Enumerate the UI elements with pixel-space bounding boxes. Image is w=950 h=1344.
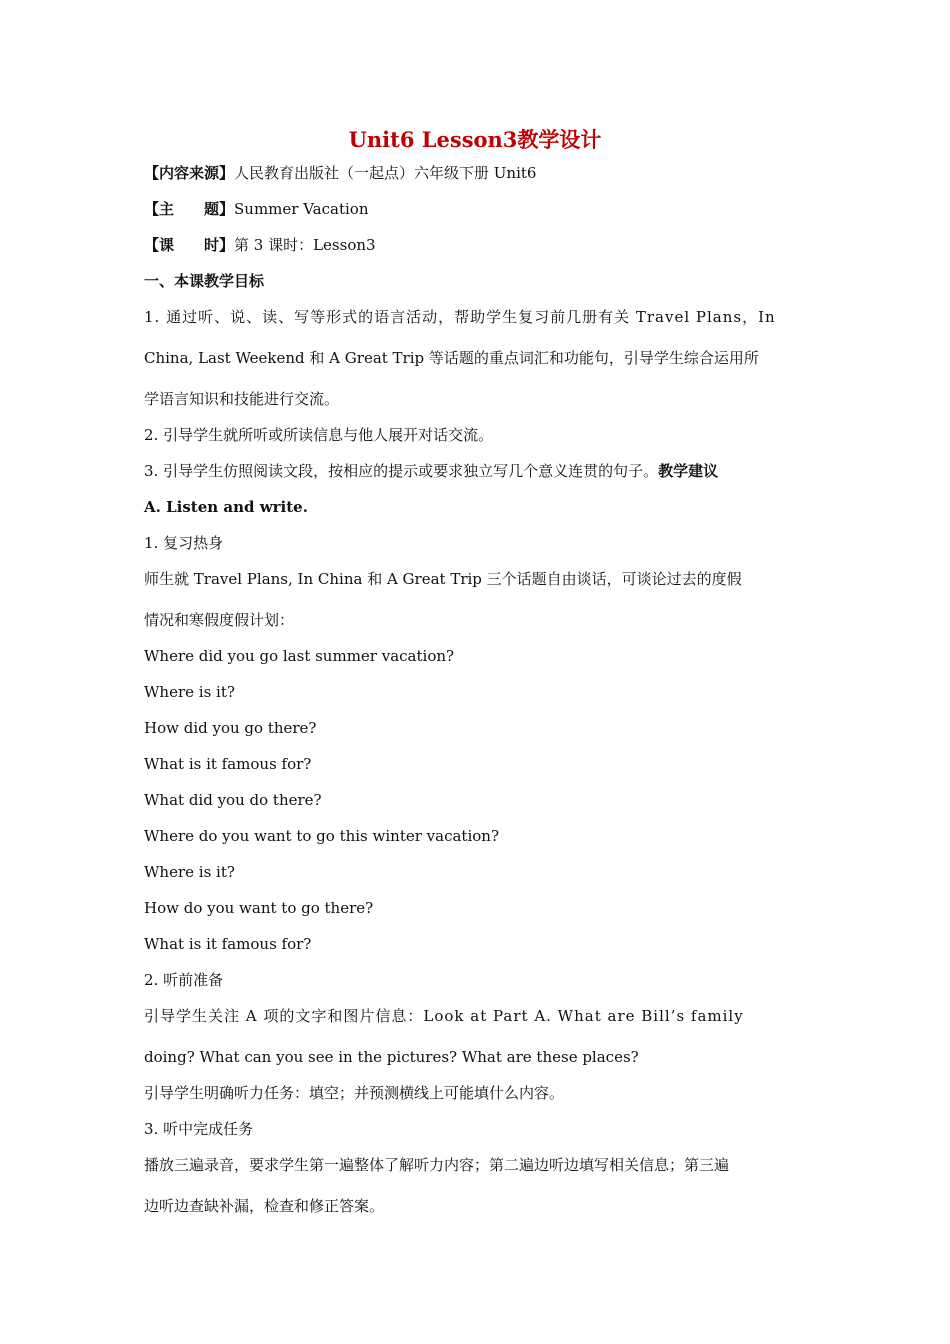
meta-topic-value: Summer Vacation [234, 200, 369, 218]
meta-topic-label: 【主 题】 [144, 200, 235, 218]
meta-source-value: 人民教育出版社（一起点）六年级下册 Unit6 [234, 164, 537, 182]
step-2-line-2: doing? What can you see in the pictures? What are these places? [144, 1048, 639, 1066]
question: What is it famous for? [144, 755, 312, 773]
step-2-line-1: 引导学生关注 A 项的文字和图片信息：Look at Part A. What are Bill’s family [144, 1007, 744, 1025]
question: What did you do there? [144, 791, 322, 809]
part-a-heading: A. Listen and write. [144, 498, 308, 516]
step-1-line-2: 情况和寒假度假计划： [144, 611, 295, 629]
step-3-line-2: 边听边查缺补漏，检查和修正答案。 [144, 1197, 385, 1215]
document-title: Unit6 Lesson3教学设计 [348, 127, 602, 152]
question: What is it famous for? [144, 935, 312, 953]
goal-1-line-2: China, Last Weekend 和 A Great Trip 等话题的重点词汇和功能句，引导学生综合运用所 [144, 349, 759, 367]
goal-2: 2. 引导学生就所听或所读信息与他人展开对话交流。 [144, 426, 494, 444]
question: Where did you go last summer vacation? [144, 647, 455, 665]
goal-3 [144, 461, 718, 481]
step-1-line-1: 师生就 Travel Plans, In China 和 A Great Trip 三个话题自由谈话，可谈论过去的度假 [144, 570, 742, 588]
goal-1-line-3: 学语言知识和技能进行交流。 [144, 390, 340, 408]
goal-1-line-1: 1. 通过听、说、读、写等形式的语言活动，帮助学生复习前几册有关 Travel Plans，In [144, 308, 776, 326]
step-3-line-1: 播放三遍录音，要求学生第一遍整体了解听力内容；第二遍边听边填写相关信息；第三遍 [144, 1156, 730, 1174]
meta-period [144, 235, 376, 255]
question: Where is it? [144, 863, 235, 881]
goal-3-text: 3. 引导学生仿照阅读文段，按相应的提示或要求独立写几个意义连贯的句子。 [144, 462, 659, 480]
step-3-heading: 3. 听中完成任务 [144, 1120, 254, 1138]
question: Where do you want to go this winter vacation? [144, 827, 499, 845]
step-1-heading: 1. 复习热身 [144, 534, 224, 552]
question: Where is it? [144, 683, 235, 701]
question: How did you go there? [144, 719, 317, 737]
step-2-line-3: 引导学生明确听力任务：填空；并预测横线上可能填什么内容。 [144, 1084, 565, 1102]
teaching-suggestion-label: 教学建议 [658, 462, 719, 480]
meta-period-value: 第 3 课时：Lesson3 [234, 236, 376, 254]
question: How do you want to go there? [144, 899, 374, 917]
section1-heading: 一、本课教学目标 [144, 272, 265, 290]
meta-source-label: 【内容来源】 [144, 164, 235, 182]
step-2-heading: 2. 听前准备 [144, 971, 224, 989]
meta-period-label: 【课 时】 [144, 236, 235, 254]
meta-topic [144, 199, 368, 219]
meta-source [144, 163, 536, 183]
